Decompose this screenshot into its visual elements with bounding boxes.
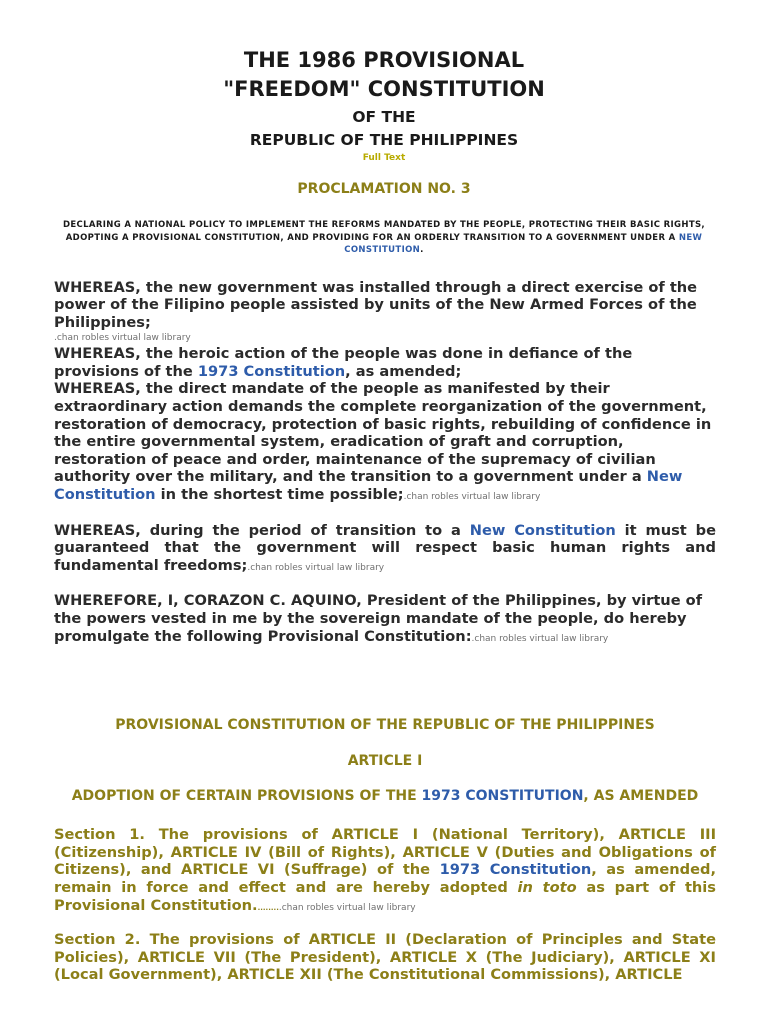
chan-robles-note: .chan robles virtual law library bbox=[403, 492, 541, 503]
1973-constitution-link[interactable]: 1973 CONSTITUTION bbox=[421, 788, 584, 805]
section-text: Section 1. The provisions of ARTICLE I (National Territory), ARTICLE III (Citizenship), ARTICLE IV (Bill of Rights), ARTICLE V (Duties and Obligations of Citizens), and ARTICLE VI (Suffrage) of the bbox=[54, 826, 716, 879]
section-2: Section 2. The provisions of ARTICLE II (Declaration of Principles and State Policies), ARTICLE VII (The President), ARTICLE X (The Judiciary), ARTICLE XI (Local Government), ARTICLE XII (The Constitutional Commissions), ARTICLE bbox=[54, 931, 716, 984]
article-heading: ARTICLE I bbox=[347, 753, 423, 770]
whereas-paragraph-3 bbox=[54, 380, 716, 506]
article-subtitle bbox=[54, 787, 716, 805]
new-constitution-link[interactable]: New Constitution bbox=[469, 521, 616, 539]
chan-robles-note: .chan robles virtual law library bbox=[54, 333, 191, 344]
full-text-label: Full Text bbox=[362, 153, 406, 163]
declaration-end: . bbox=[420, 245, 424, 255]
article-subtitle-text: , AS AMENDED bbox=[583, 788, 699, 805]
paragraph-text: WHEREAS, the heroic action of the people was done in defiance of the provisions of the bbox=[54, 345, 633, 380]
document-body bbox=[0, 279, 768, 984]
document-header bbox=[0, 46, 768, 257]
declaration-text: DECLARING A NATIONAL POLICY TO IMPLEMENT THE REFORMS MANDATED BY THE PEOPLE, PROTECTING THEIR BASIC RIGHTS, ADOPTING A PROVISIONAL CONSTITUTION, AND PROVIDING FOR AN ORDERLY TRANSITION TO A GOVERNMENT UNDER A bbox=[62, 220, 706, 243]
proclamation-heading: PROCLAMATION NO. 3 bbox=[297, 181, 471, 197]
section-text: , as amended, remain in force and effect and are hereby adopted bbox=[54, 861, 716, 896]
1973-constitution-link[interactable]: 1973 Constitution bbox=[439, 861, 592, 879]
paragraph-text: it must be guaranteed that the government will respect basic human rights and fundamental freedoms; bbox=[54, 521, 716, 574]
whereas-paragraph-4 bbox=[54, 522, 716, 578]
article-subtitle-text: ADOPTION OF CERTAIN PROVISIONS OF THE bbox=[71, 788, 422, 805]
paragraph-text: WHEREAS, during the period of transition to a bbox=[54, 521, 470, 539]
chan-robles-note: .chan robles virtual law library bbox=[471, 633, 609, 644]
chan-robles-note: .chan robles virtual law library bbox=[278, 902, 416, 913]
new-constitution-link[interactable]: New Constitution bbox=[54, 468, 683, 504]
in-toto-italic: in toto bbox=[517, 878, 577, 896]
paragraph-text: WHEREAS, the direct mandate of the people as manifested by their extraordinary action demands the complete reorganization of the government, restoration of democracy, protection of basic rights, rebuilding of confidence in the entire governmental system, eradication of graft and corruption, restoration of peace and order, maintenance of the supremacy of civilian authority over the military, and the transition to a government under a bbox=[54, 380, 712, 486]
section-dots: ........ bbox=[257, 903, 279, 912]
document-subtitle-of-the: OF THE bbox=[352, 108, 416, 126]
1973-constitution-link[interactable]: 1973 Constitution bbox=[197, 362, 346, 380]
section-text: as part of this Provisional Constitution. bbox=[54, 878, 716, 914]
paragraph-text: , as amended; bbox=[345, 362, 462, 380]
chan-robles-note: .chan robles virtual law library bbox=[247, 562, 385, 573]
whereas-paragraph-1: WHEREAS, the new government was installed through a direct exercise of the power of the Filipino people assisted by units of the New Armed Forces of the Philippines; bbox=[54, 278, 698, 331]
whereas-paragraph-2 bbox=[54, 345, 716, 380]
paragraph-text: WHEREFORE, I, CORAZON C. AQUINO, President of the Philippines, by virtue of the powers vested in me by the sovereign mandate of the people, do hereby promulgate the following Provisional Constitution: bbox=[54, 592, 703, 645]
document-title-line-1: THE 1986 PROVISIONAL bbox=[243, 48, 525, 72]
provisional-constitution-title: PROVISIONAL CONSTITUTION OF THE REPUBLIC OF THE PHILIPPINES bbox=[115, 717, 655, 734]
document-subtitle-republic: REPUBLIC OF THE PHILIPPINES bbox=[249, 131, 519, 149]
document-title-line-2: "FREEDOM" CONSTITUTION bbox=[223, 77, 545, 101]
wherefore-paragraph bbox=[54, 592, 716, 648]
section-1 bbox=[54, 826, 716, 917]
new-constitution-link[interactable]: NEW CONSTITUTION bbox=[344, 232, 703, 255]
paragraph-text: in the shortest time possible; bbox=[155, 486, 404, 504]
proclamation-declaration bbox=[44, 219, 724, 257]
